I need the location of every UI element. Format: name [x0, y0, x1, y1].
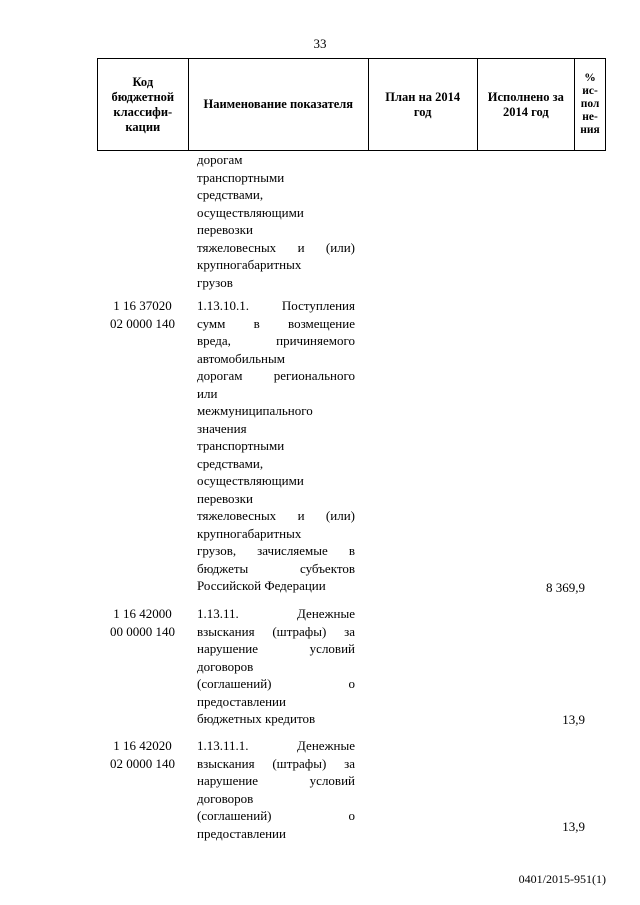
- header-plan: План на 2014 год: [369, 59, 478, 150]
- row-name: 1.13.11.1. Денежные взыскания (штрафы) за нарушение условий договоров (соглашений) о предоставлении: [197, 738, 355, 841]
- document-code: 0401/2015-951(1): [518, 872, 606, 886]
- header-done: Исполнено за 2014 год: [478, 59, 576, 150]
- row-name: 1.13.10.1. Поступления сумм в возмещение вреда, причиняемого автомобильным дорогам регионального или межмуниципального значения транспортными средствами, осуществляющими перевозки тяжеловесных и (или) крупногабаритных грузов, зачисляемые в бюджеты субъектов Российской Федерации: [197, 298, 355, 593]
- header-percent: % ис- пол не- ния: [580, 72, 600, 136]
- row-done-value: 13,9: [562, 819, 585, 834]
- row-code: 1 16 42020 02 0000 140: [110, 738, 175, 771]
- row-done-value: 8 369,9: [546, 580, 585, 595]
- page-number: 33: [313, 36, 327, 51]
- row-code: 1 16 42000 00 0000 140: [110, 606, 175, 639]
- header-name: Наименование показателя: [189, 59, 369, 150]
- header-code: Код бюджетной классифи- кации: [98, 59, 189, 150]
- row-code: 1 16 37020 02 0000 140: [110, 298, 175, 331]
- row-name: дорогам транспортными средствами, осуществляющими перевозки тяжеловесных и (или) крупногабаритных грузов: [197, 152, 355, 290]
- row-done-value: 13,9: [562, 712, 585, 727]
- row-name: 1.13.11. Денежные взыскания (штрафы) за нарушение условий договоров (соглашений) о предоставлении бюджетных кредитов: [197, 606, 355, 726]
- table-header: [97, 58, 606, 151]
